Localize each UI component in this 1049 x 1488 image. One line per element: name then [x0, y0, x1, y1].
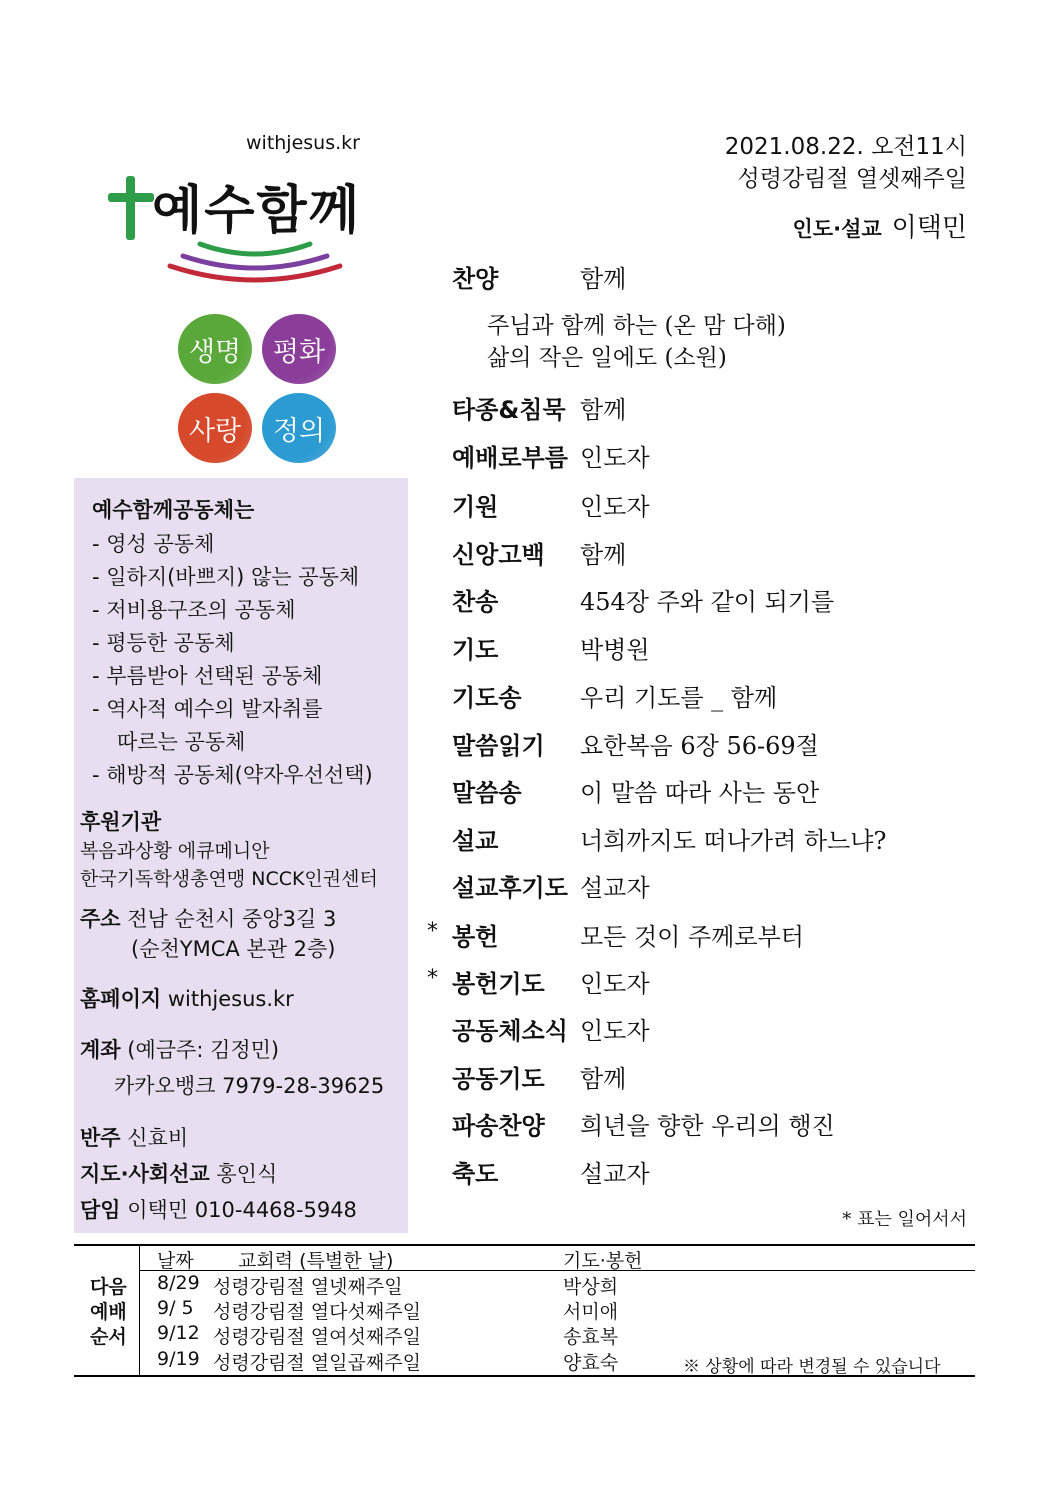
standing-marker: * [427, 966, 438, 991]
order-row [452, 1059, 627, 1094]
cross-icon [126, 176, 135, 240]
order-value: 희년을 향한 우리의 행진 [580, 1112, 835, 1140]
order-row [452, 487, 650, 522]
schedule-prayer: 서미애 [563, 1301, 619, 1323]
homepage-value: withjesus.kr [167, 987, 294, 1011]
order-row [452, 1154, 650, 1189]
order-value: 우리 기도를 _ 함께 [580, 684, 778, 712]
order-label: 공동기도 [452, 1065, 545, 1093]
order-row [452, 630, 650, 665]
sponsor-label: 후원기관 [80, 810, 162, 834]
schedule-side-label: 예배 [90, 1301, 127, 1323]
order-label: 타종&침묵 [452, 396, 566, 424]
liturgical-week: 성령강림절 열셋째주일 [737, 166, 967, 192]
praise-song: 삶의 작은 일에도 (소원) [487, 345, 727, 371]
col-header-prayer: 기도·봉헌 [563, 1250, 643, 1272]
order-row [452, 1106, 835, 1141]
pastor-value: 이택민 010-4468-5948 [127, 1198, 357, 1222]
col-header-date: 날짜 [157, 1250, 194, 1272]
cross-icon-bar [108, 193, 154, 202]
value-bubble-life: 생명 [178, 314, 252, 384]
order-value: 454장 주와 같이 되기를 [580, 588, 835, 616]
schedule-event: 성령강림절 열일곱째주일 [213, 1352, 421, 1374]
order-label: 기도송 [452, 684, 522, 712]
sponsor-line: 복음과상황 에큐메니안 [80, 840, 270, 862]
order-value: 모든 것이 주께로부터 [580, 923, 804, 951]
schedule-prayer: 송효복 [563, 1326, 619, 1348]
order-row [452, 726, 819, 761]
order-label: 말씀읽기 [452, 732, 545, 760]
order-value: 인도자 [580, 970, 650, 998]
order-label: 찬송 [452, 588, 499, 616]
order-row [452, 917, 804, 952]
order-label: 공동체소식 [452, 1017, 568, 1045]
panel-item: - 영성 공동체 [92, 532, 215, 556]
logo-site-url: withjesus.kr [246, 132, 360, 154]
order-label: 파송찬양 [452, 1112, 545, 1140]
panel-heading: 예수함께공동체는 [92, 498, 255, 522]
schedule-date: 9/19 [157, 1348, 200, 1370]
order-row [452, 868, 650, 903]
schedule-event: 성령강림절 열넷째주일 [213, 1276, 403, 1298]
schedule-date: 8/29 [157, 1272, 200, 1294]
panel-item: - 해방적 공동체(약자우선선택) [92, 763, 373, 787]
account-number: 카카오뱅크 7979-28-39625 [114, 1074, 385, 1098]
praise-song: 주님과 함께 하는 (온 맘 다해) [487, 313, 786, 339]
order-row [452, 438, 650, 473]
address-label: 주소 [80, 907, 121, 931]
order-label: 찬양 [452, 265, 499, 293]
homepage-label: 홈페이지 [80, 987, 162, 1011]
accompanist-value: 신효비 [127, 1126, 189, 1150]
logo-arc-green [200, 244, 310, 254]
pastor-line [80, 1194, 357, 1224]
panel-item: - 저비용구조의 공동체 [92, 598, 296, 622]
order-value: 박병원 [580, 636, 650, 664]
panel-item: 따르는 공동체 [117, 730, 246, 754]
value-bubble-peace: 평화 [262, 314, 336, 384]
schedule-date: 9/12 [157, 1322, 200, 1344]
order-row [452, 821, 887, 856]
order-row [452, 678, 778, 713]
order-value: 설교자 [580, 1160, 650, 1188]
order-label: 설교 [452, 827, 499, 855]
leader-line [793, 207, 967, 244]
logo-title: 예수함께 [152, 181, 361, 241]
address-value: 전남 순천시 중앙3길 3 [127, 907, 337, 931]
schedule-prayer: 양효숙 [563, 1352, 619, 1374]
service-date: 2021.08.22. 오전11시 [724, 134, 967, 160]
order-value: 설교자 [580, 874, 650, 902]
order-value: 함께 [580, 265, 627, 293]
order-label: 말씀송 [452, 779, 522, 807]
mission-label: 지도·사회선교 [80, 1162, 210, 1186]
value-bubble-justice: 정의 [262, 393, 336, 463]
account-holder: (예금주: 김정민) [127, 1038, 280, 1062]
order-value: 함께 [580, 1065, 627, 1093]
address-value-2: (순천YMCA 본관 2층) [131, 937, 336, 961]
leader-label: 인도·설교 [792, 217, 882, 241]
order-row [452, 390, 627, 425]
order-row [452, 964, 650, 999]
order-label: 신앙고백 [452, 541, 545, 569]
order-value: 이 말씀 따라 사는 동안 [580, 779, 820, 807]
account-line [80, 1034, 279, 1064]
order-label: 기원 [452, 493, 499, 521]
table-rule-vertical [139, 1244, 140, 1375]
order-label: 설교후기도 [452, 874, 568, 902]
address-line [80, 903, 336, 933]
account-label: 계좌 [80, 1038, 121, 1062]
order-label: 봉헌기도 [452, 970, 545, 998]
order-value: 인도자 [580, 493, 650, 521]
logo-arc-purple [183, 256, 327, 268]
order-value: 인도자 [580, 444, 650, 472]
leader-name: 이택민 [891, 213, 967, 243]
col-header-calendar: 교회력 (특별한 날) [238, 1250, 394, 1272]
panel-item: - 평등한 공동체 [92, 631, 235, 655]
schedule-note: ※ 상황에 따라 변경될 수 있습니다 [683, 1357, 941, 1377]
order-row [452, 1011, 650, 1046]
order-row [452, 582, 835, 617]
table-rule-top [74, 1244, 975, 1246]
schedule-prayer: 박상희 [563, 1276, 619, 1298]
order-row [452, 535, 627, 570]
accompanist-line [80, 1122, 188, 1152]
panel-item: - 일하지(바쁘지) 않는 공동체 [92, 565, 360, 589]
order-label: 예배로부름 [452, 444, 568, 472]
order-row-praise [452, 259, 627, 294]
order-value: 요한복음 6장 56-69절 [580, 732, 819, 760]
homepage-line [80, 983, 294, 1013]
schedule-date: 9/ 5 [157, 1297, 194, 1319]
community-info-panel [74, 478, 408, 1233]
schedule-side-label: 순서 [90, 1326, 127, 1348]
mission-line [80, 1158, 277, 1188]
standing-footnote: * 표는 일어서서 [842, 1209, 967, 1230]
accompanist-label: 반주 [80, 1126, 121, 1150]
schedule-event: 성령강림절 열여섯째주일 [213, 1326, 421, 1348]
schedule-event: 성령강림절 열다섯째주일 [213, 1301, 421, 1323]
order-label: 축도 [452, 1160, 499, 1188]
panel-item: - 역사적 예수의 발자취를 [92, 697, 323, 721]
value-bubble-love: 사랑 [178, 393, 252, 463]
logo-arcs [165, 236, 345, 286]
pastor-label: 담임 [80, 1198, 121, 1222]
panel-item: - 부름받아 선택된 공동체 [92, 664, 323, 688]
order-label: 봉헌 [452, 923, 499, 951]
order-label: 기도 [452, 636, 499, 664]
order-value: 너희까지도 떠나가려 하느냐? [580, 827, 887, 855]
mission-value: 홍인식 [216, 1162, 278, 1186]
sponsor-line: 한국기독학생총연맹 NCCK인권센터 [80, 868, 378, 890]
order-value: 함께 [580, 396, 627, 424]
schedule-side-label: 다음 [90, 1276, 127, 1298]
order-value: 함께 [580, 541, 627, 569]
order-value: 인도자 [580, 1017, 650, 1045]
order-row [452, 773, 820, 808]
standing-marker: * [427, 919, 438, 944]
